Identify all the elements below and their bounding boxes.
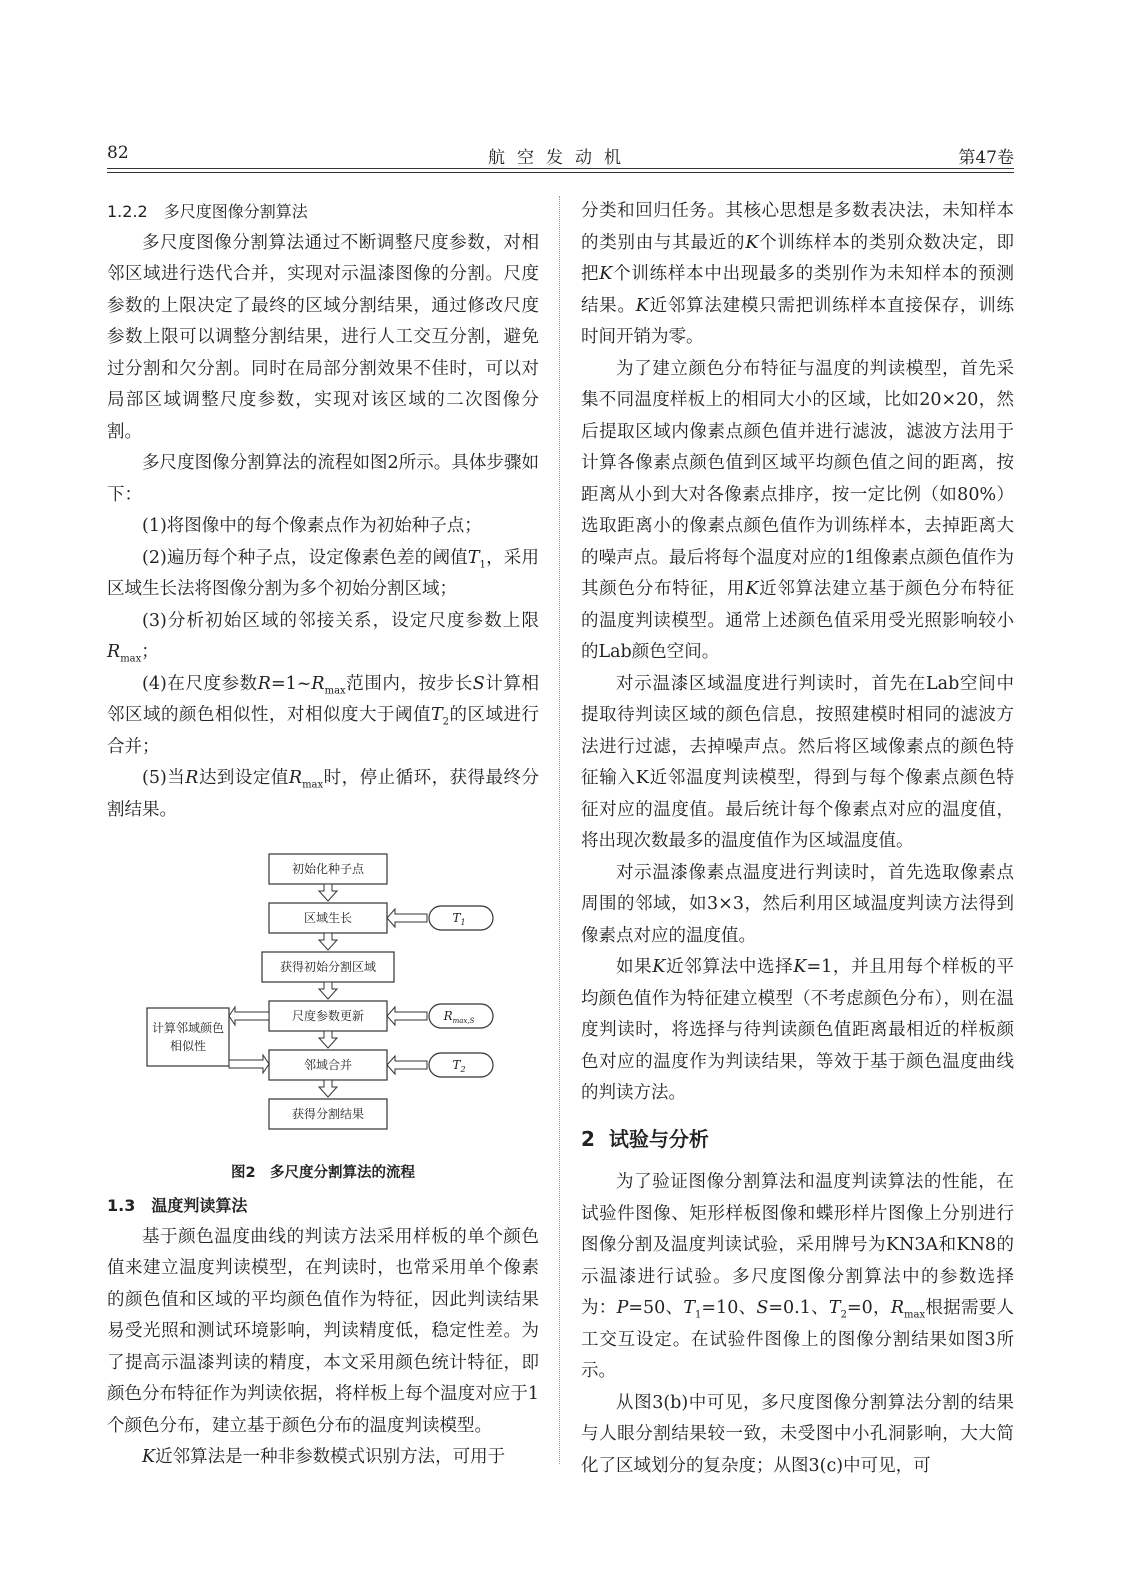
arrow-input-rmax [387,1007,427,1025]
step-2: (2)遍历每个种子点，设定像素色差的阈值$T_1$，采用区域生长法将图像分割为多个初始分割区域； [107,547,539,599]
input-rmax-label: $R_{max,S}$ [443,1009,475,1025]
section-number: 1.2.2 [107,202,148,221]
paragraph: 基于颜色温度曲线的判读方法采用样板的单个颜色值来建立温度判读模型，在判读时，也常采用单个像素的颜色值和区域的平均颜色值作为特征，因此判读结果易受光照和测试环境影响，判读精度低，稳定性差。为了提高示温漆判读的精度，本文采用颜色统计特征，即颜色分布特征作为判读依据，将样板上每个温度对应于1个颜色分布，建立基于颜色分布的温度判读模型。 [107,1226,539,1436]
section-number: 1.3 [107,1196,136,1215]
arrow-to-similarity [229,1007,269,1025]
arrow-down-3 [319,982,337,999]
step-1: (1)将图像中的每个像素点作为初始种子点； [142,516,482,536]
flow-box-init-label: 初始化种子点 [291,862,365,876]
arrow-input-t2 [387,1056,427,1074]
paragraph: 多尺度图像分割算法通过不断调整尺度参数，对相邻区域进行迭代合并，实现对示温漆图像的分割。尺度参数的上限决定了最终的区域分割结果，通过修改尺度参数上限可以调整分割结果，进行人工交互分割，避免过分割和欠分割。同时在局部分割效果不佳时，可以对局部区域调整尺度参数，实现对该区域的二次图像分割。 [107,232,539,442]
page-number: 82 [107,143,129,163]
header-rule-bottom [107,172,1014,173]
left-column [107,196,539,1474]
flowchart-svg [107,828,539,1158]
flow-box-initial-regions-label: 获得初始分割区域 [279,960,377,974]
arrow-down-1 [319,884,337,901]
paragraph: 为了验证图像分割算法和温度判读算法的性能，在试验件图像、矩形样板图像和蝶形样片图像上分别进行图像分割及温度判读试验，采用牌号为KN3A和KN8的示温漆进行试验。多尺度图像分割算法中的参数选择为：P=50、$T_1=10$、S=0.1、$T_2=0$，$R_{max}$根据需要人工交互设定。在试验件图像上的图像分割结果如图3所示。 [581,1172,1014,1381]
flow-box-result-label: 获得分割结果 [291,1107,365,1121]
right-column [581,196,1014,1482]
section-heading-1-2-2 [107,196,539,228]
arrow-down-4 [319,1031,337,1048]
section-title: 温度判读算法 [151,1196,248,1215]
flow-box-similarity [147,1008,229,1066]
section-heading-2 [581,1124,1014,1156]
arrow-down-5 [319,1080,337,1097]
flow-box-scale-update-label: 尺度参数更新 [291,1009,365,1023]
input-t1-label: $T_1$ [452,911,466,927]
step-3: (3)分析初始区域的邻接关系，设定尺度参数上限$R_{max}$； [107,610,539,665]
paragraph: 对示温漆像素点温度进行判读时，首先选取像素点周围的邻域，如3×3，然后利用区域温度判读方法得到像素点对应的温度值。 [581,862,1014,946]
flow-box-similarity-line2: 相似性 [169,1039,207,1053]
flow-box-merge-label: 邻域合并 [303,1058,353,1072]
running-header [107,143,1014,169]
paragraph: 如果K近邻算法中选择K=1，并且用每个样板的平均颜色值作为特征建立模型（不考虑颜色分布），则在温度判读时，将选择与待判读颜色值距离最相近的样板颜色对应的温度作为判读结果，等效于基于颜色温度曲线的判读方法。 [581,957,1015,1103]
section-number: 2 [581,1126,595,1151]
paragraph: 分类和回归任务。其核心思想是多数表决法，未知样本的类别由与其最近的K个训练样本的类别众数决定，即把K个训练样本中出现最多的类别作为未知样本的预测结果。K近邻算法建模只需把训练样本直接保存，训练时间开销为零。 [581,201,1015,347]
paragraph: 对示温漆区域温度进行判读时，首先在Lab空间中提取待判读区域的颜色信息，按照建模时相同的滤波方法进行过滤，去掉噪声点。然后将区域像素点的颜色特征输入K近邻温度判读模型，得到与每个像素点颜色特征对应的温度值。最后统计每个像素点对应的温度值，将出现次数最多的温度值作为区域温度值。 [581,673,1014,851]
figure-2-caption: 图2 多尺度分割算法的流程 [230,1165,416,1181]
volume-label: 第47卷 [958,148,1014,168]
paragraph: 从图3(b)中可见，多尺度图像分割算法分割的结果与人眼分割结果较一致，未受图中小孔洞影响，大大简化了区域划分的复杂度；从图3(c)中可见，可 [581,1392,1014,1476]
input-t2-label: $T_2$ [452,1058,466,1074]
flow-box-similarity-line1: 计算邻域颜色 [151,1021,225,1035]
paragraph: 多尺度图像分割算法的流程如图2所示。具体步骤如下： [107,453,539,505]
journal-title: 航空发动机 [488,148,633,168]
step-5: (5)当R达到设定值$R_{max}$时，停止循环，获得最终分割结果。 [107,768,539,820]
header-rule-top [107,168,1014,169]
arrow-input-t1 [387,909,427,927]
column-separator [559,196,560,1464]
paragraph: 为了建立颜色分布特征与温度的判读模型，首先采集不同温度样板上的相同大小的区域，比如20×20，然后提取区域内像素点颜色值并进行滤波，滤波方法用于计算各像素点颜色值到区域平均颜色值之间的距离，按距离从小到大对各像素点排序，按一定比例（如80%）选取距离小的像素点颜色值作为训练样本，去掉距离大的噪声点。最后将每个温度对应的1组像素点颜色值作为其颜色分布特征，用K近邻算法建立基于颜色分布特征的温度判读模型。通常上述颜色值采用受光照影响较小的Lab颜色空间。 [581,358,1015,662]
step-4: (4)在尺度参数$R=1\sim R_{max}$范围内，按步长S计算相邻区域的颜色相似性，对相似度大于阈值$T_2$的区域进行合并； [107,673,540,757]
figure-2-flowchart [107,828,539,1158]
section-title: 多尺度图像分割算法 [163,202,308,221]
flow-box-grow-label: 区域生长 [303,911,353,925]
section-heading-1-3 [107,1190,539,1222]
arrow-down-2 [319,933,337,950]
section-title: 试验与分析 [608,1126,709,1151]
arrow-from-similarity [229,1055,269,1073]
paragraph: K近邻算法是一种非参数模式识别方法，可用于 [142,1447,506,1467]
